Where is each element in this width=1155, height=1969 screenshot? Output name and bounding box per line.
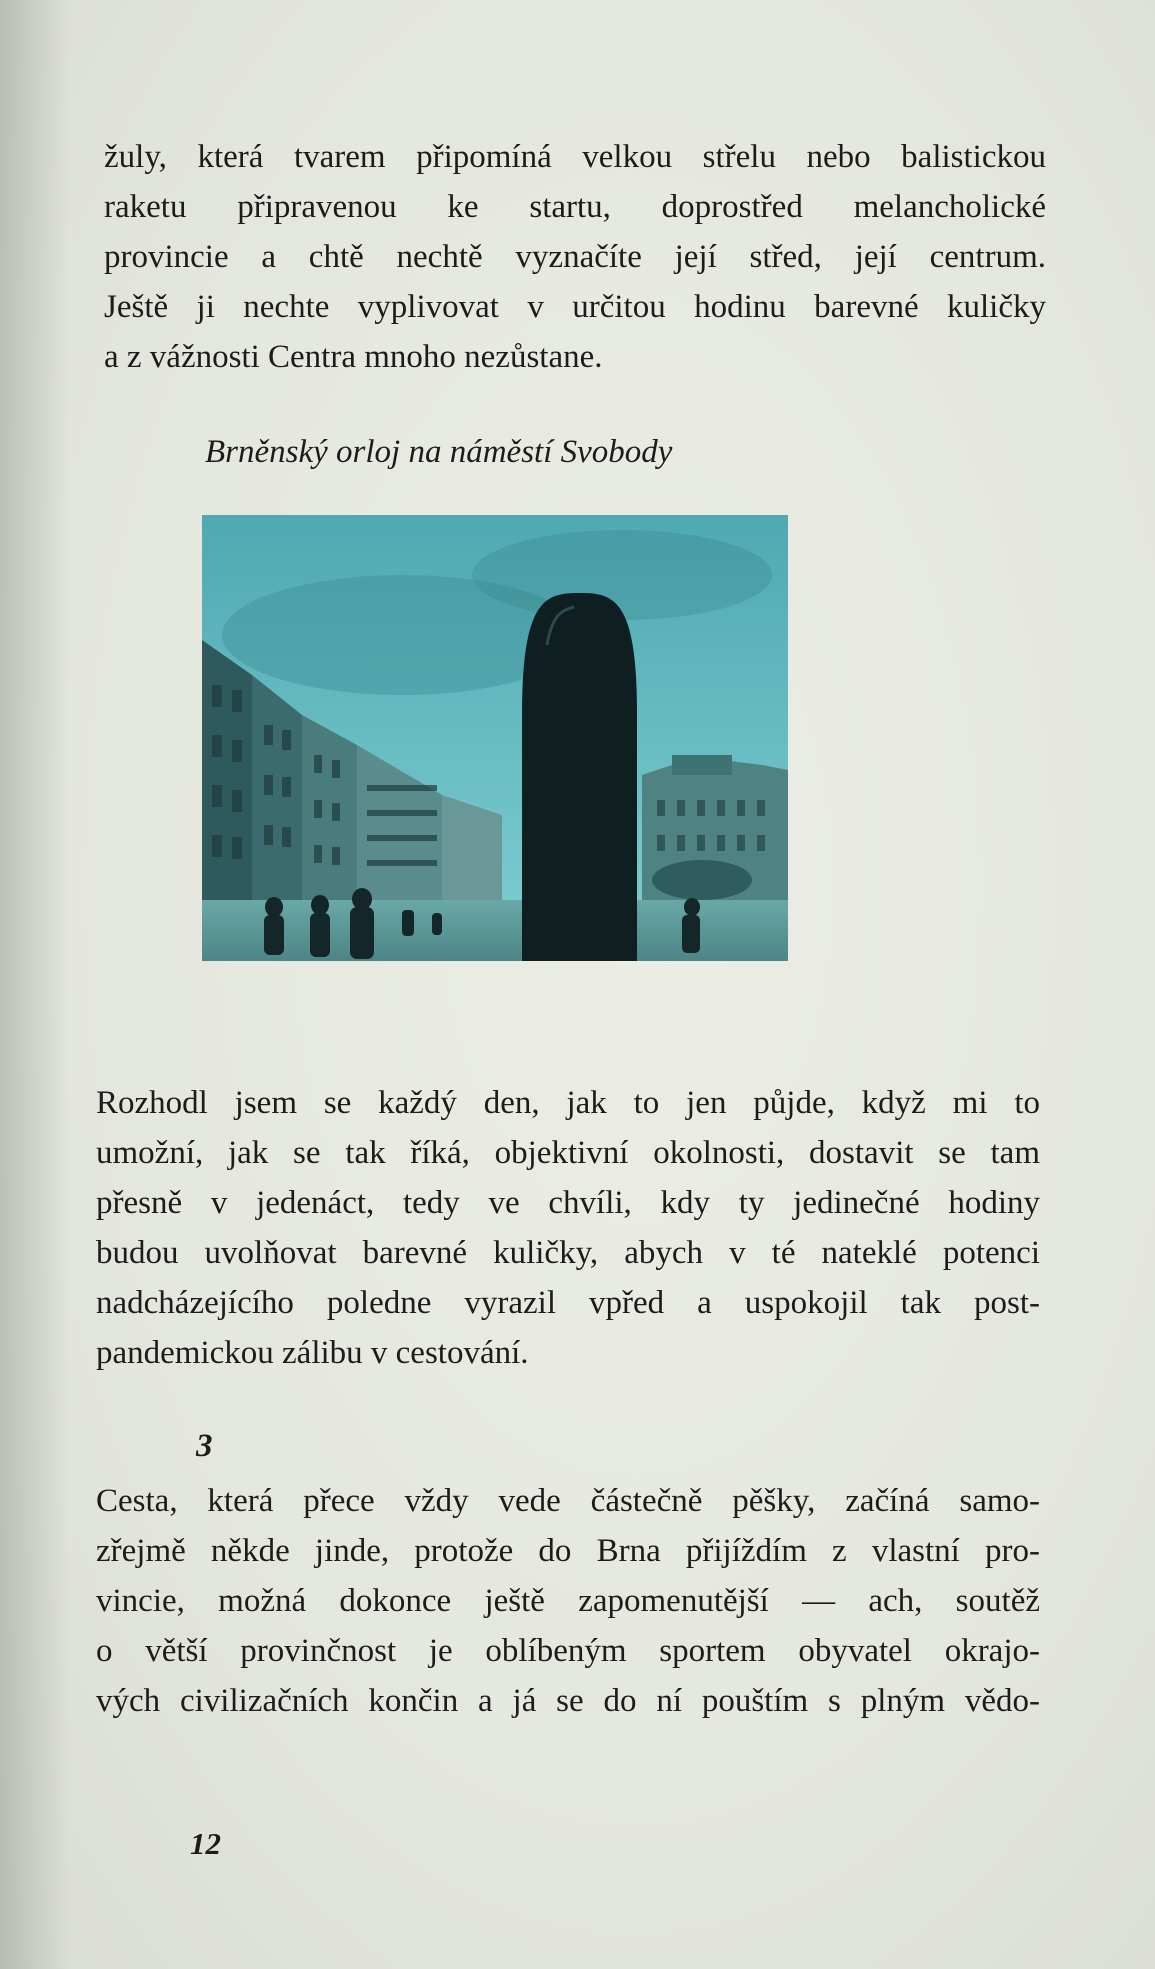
text-line: o větší provinčnost je oblíbeným sportem obyvatel okrajo- bbox=[96, 1633, 1040, 1669]
text-line: Cesta, která přece vždy vede částečně pěšky, začíná samo- bbox=[96, 1483, 1040, 1519]
text-line: a z vážnosti Centra mnoho nezůstane. bbox=[104, 339, 603, 375]
text-line: umožní, jak se tak říká, objektivní okolnosti, dostavit se tam bbox=[96, 1135, 1040, 1171]
text-line: nadcházejícího poledne vyrazil vpřed a uspokojil tak post- bbox=[96, 1285, 1040, 1321]
text-line: zřejmě někde jinde, protože do Brna přijíždím z vlastní pro- bbox=[96, 1533, 1040, 1569]
paragraph bbox=[96, 1078, 1040, 1378]
paragraph-continued bbox=[104, 132, 1046, 382]
spine-shadow bbox=[0, 0, 70, 1969]
text-line: vých civilizačních končin a já se do ní pouštím s plným vědo- bbox=[96, 1683, 1040, 1719]
text-line: provincie a chtě nechtě vyznačíte její střed, její centrum. bbox=[104, 239, 1046, 275]
text-line: žuly, která tvarem připomíná velkou střelu nebo balistickou bbox=[104, 139, 1046, 175]
text-line: Rozhodl jsem se každý den, jak to jen půjde, když mi to bbox=[96, 1085, 1040, 1121]
figure-photo bbox=[202, 515, 788, 961]
section-number: 3 bbox=[196, 1428, 213, 1464]
photo-brno-astronomical-clock bbox=[202, 515, 788, 961]
text-line: raketu připravenou ke startu, doprostřed melancholické bbox=[104, 189, 1046, 225]
paragraph bbox=[96, 1476, 1040, 1726]
text-line: vincie, možná dokonce ještě zapomenutější — ach, soutěž bbox=[96, 1583, 1040, 1619]
page-number: 12 bbox=[190, 1826, 221, 1861]
text-line: pandemickou zálibu v cestování. bbox=[96, 1335, 529, 1371]
text-line: Ještě ji nechte vyplivovat v určitou hodinu barevné kuličky bbox=[104, 289, 1046, 325]
text-line: přesně v jedenáct, tedy ve chvíli, kdy ty jedinečné hodiny bbox=[96, 1185, 1040, 1221]
figure-caption: Brněnský orloj na náměstí Svobody bbox=[205, 434, 673, 470]
text-line: budou uvolňovat barevné kuličky, abych v té nateklé potenci bbox=[96, 1235, 1040, 1271]
